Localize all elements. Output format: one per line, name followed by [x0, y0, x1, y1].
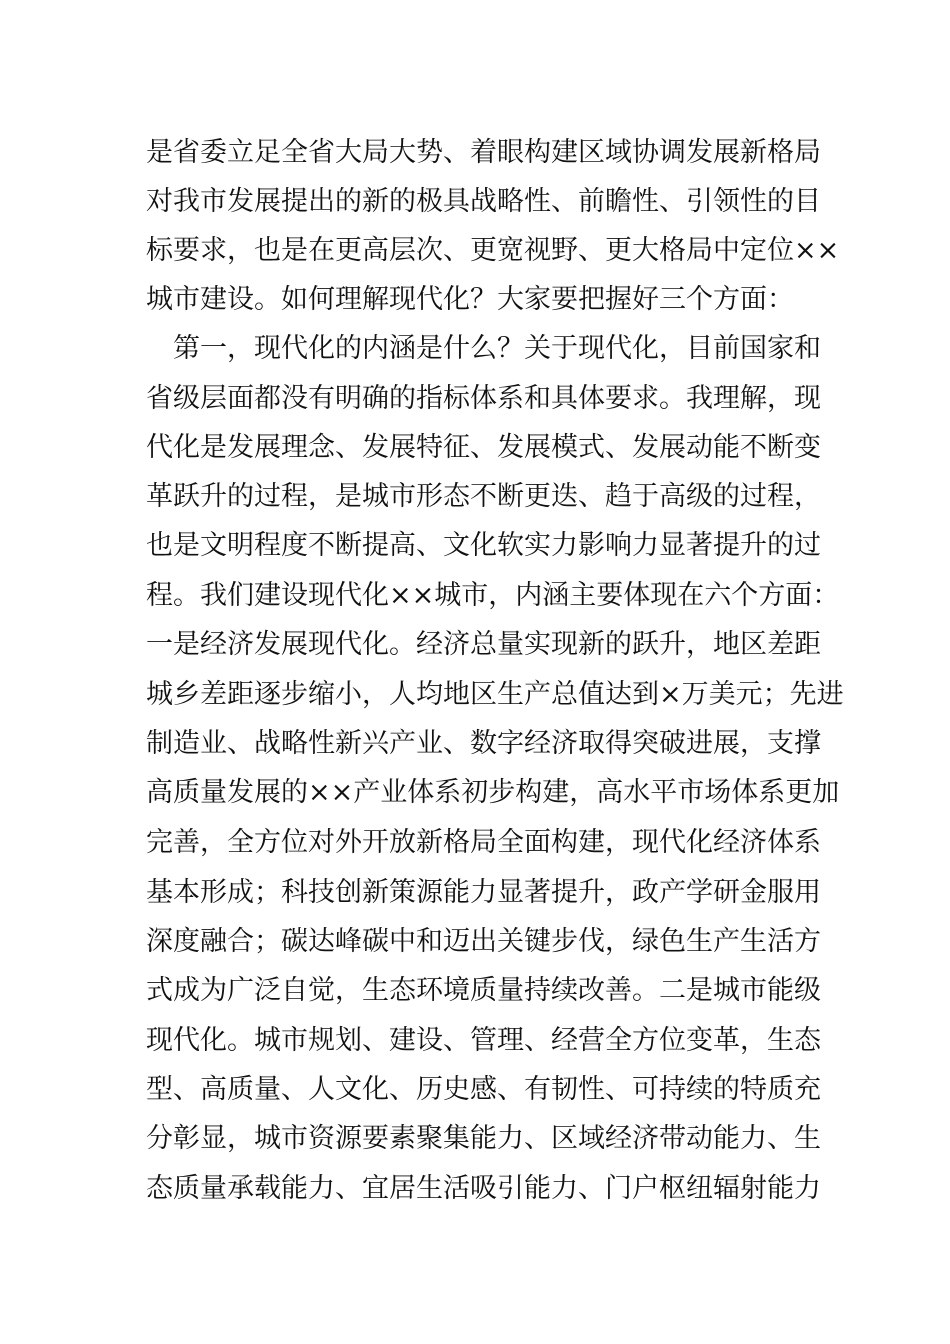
text-line: 代化是发展理念、发展特征、发展模式、发展动能不断变 — [146, 432, 821, 463]
text-line: 深度融合；碳达峰碳中和迈出关键步伐，绿色生产生活方 — [146, 926, 821, 957]
text-line: 城市建设。如何理解现代化？大家要把握好三个方面： — [146, 284, 794, 315]
text-line: 高质量发展的××产业体系初步构建，高水平市场体系更加 — [146, 777, 840, 808]
text-line: 是省委立足全省大局大势、着眼构建区域协调发展新格局 — [146, 137, 821, 168]
text-line: 分彰显，城市资源要素聚集能力、区域经济带动能力、生 — [146, 1123, 821, 1154]
text-line: 式成为广泛自觉，生态环境质量持续改善。二是城市能级 — [146, 975, 821, 1006]
text-line: 基本形成；科技创新策源能力显著提升，政产学研金服用 — [146, 877, 821, 908]
text-line: 对我市发展提出的新的极具战略性、前瞻性、引领性的目 — [146, 186, 821, 217]
text-line: 程。我们建设现代化××城市，内涵主要体现在六个方面： — [146, 580, 840, 611]
text-line: 一是经济发展现代化。经济总量实现新的跃升，地区差距 — [146, 629, 821, 660]
text-line: 第一，现代化的内涵是什么？关于现代化，目前国家和 — [146, 333, 821, 364]
text-line: 现代化。城市规划、建设、管理、经营全方位变革，生态 — [146, 1025, 821, 1056]
text-line: 省级层面都没有明确的指标体系和具体要求。我理解，现 — [146, 383, 821, 414]
text-line: 制造业、战略性新兴产业、数字经济取得突破进展，支撑 — [146, 728, 821, 759]
text-line: 也是文明程度不断提高、文化软实力影响力显著提升的过 — [146, 530, 821, 561]
text-line: 标要求，也是在更高层次、更宽视野、更大格局中定位×× — [146, 235, 840, 266]
text-line: 完善，全方位对外开放新格局全面构建，现代化经济体系 — [146, 827, 821, 858]
text-line: 型、高质量、人文化、历史感、有韧性、可持续的特质充 — [146, 1074, 821, 1105]
text-line: 城乡差距逐步缩小，人均地区生产总值达到×万美元；先进 — [146, 679, 844, 710]
text-line: 革跃升的过程，是城市形态不断更迭、趋于高级的过程， — [146, 481, 821, 512]
text-line: 态质量承载能力、宜居生活吸引能力、门户枢纽辐射能力 — [146, 1173, 821, 1204]
